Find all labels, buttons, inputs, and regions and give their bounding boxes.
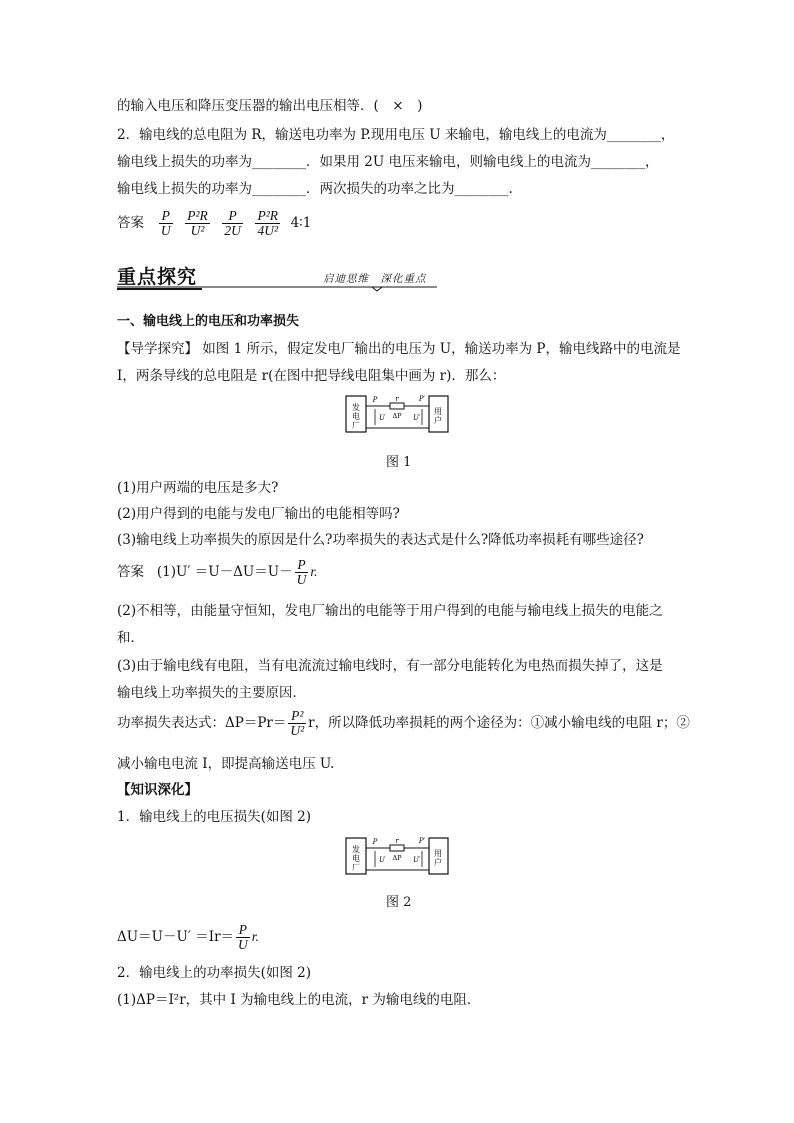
answer-2-part-2-line-1: (2)不相等，由能量守恒知，发电厂输出的电能等于用户得到的电能与输电线上损失的电能之	[117, 603, 663, 619]
svg-text:ΔP: ΔP	[392, 854, 402, 862]
voltage-label: U	[379, 414, 385, 422]
answer-1	[117, 206, 311, 240]
knowledge-item-2-1: (1)ΔP＝I²r，其中 I 为输电线上的电流，r 为输电线的电阻．	[117, 992, 481, 1008]
answer-fraction-3: $\frac{P}{2U}$	[224, 208, 241, 238]
knowledge-item-1: 1．输电线上的电压损失(如图 2)	[117, 809, 312, 825]
question-2: (2)用户得到的电能与发电厂输出的电能相等吗?	[117, 506, 400, 522]
part-1-title: 一、输电线上的电压和功率损失	[117, 314, 300, 329]
svg-text:电: 电	[352, 854, 360, 863]
voltage-loss-formula: ΔU＝U－U′ ＝Ir＝ $\frac{P}{U}$ r.	[117, 922, 259, 952]
answer-2-fraction: $\frac{P}{U}$	[296, 557, 307, 587]
answer-fraction-4: $\frac{\text{P²R}}{\text{4U²}}$	[257, 208, 278, 238]
svg-text:发: 发	[352, 845, 360, 854]
svg-text:P′: P′	[418, 837, 426, 845]
answer-2-part-3-line-2: 输电线上功率损失的主要原因．	[117, 685, 306, 701]
svg-text:U′: U′	[413, 856, 421, 864]
svg-text:户: 户	[434, 416, 442, 425]
knowledge-title: 【知识深化】	[117, 782, 198, 798]
voltage-loss-fraction: $\frac{P}{U}$	[238, 922, 248, 952]
answer-label: 答案	[117, 564, 144, 580]
section-header	[117, 262, 437, 290]
resistance-label: r	[395, 395, 399, 403]
circuit-figure-2	[345, 834, 449, 878]
answer-2-part-3-line-1: (3)由于输电线有电阻，当有电流流过输电线时，有一部分电能转化为电热而损失掉了，这是	[117, 658, 663, 674]
question-3: (3)输电线上功率损失的原因是什么?功率损失的表达式是什么?降低功率损耗有哪些途径?	[117, 532, 644, 548]
answer-label: 答案	[117, 215, 144, 231]
figure-2-caption: 图 2	[386, 895, 412, 910]
figure-1-caption: 图 1	[386, 455, 412, 470]
svg-text:厂: 厂	[352, 863, 360, 872]
user-power-label: P′	[418, 395, 426, 403]
answer-2-part-3-line-4: 减小输电电流 I，即提高输送电压 U.	[117, 756, 335, 772]
svg-text:U: U	[379, 856, 385, 864]
svg-text:P: P	[372, 838, 378, 846]
user-voltage-label: U′	[413, 414, 421, 422]
answer-2-part-2-line-2: 和．	[117, 630, 144, 646]
section-underline	[117, 282, 437, 292]
question-2-line-2: 输电线上损失的功率为________．如果用 2U 电压来输电，则输电线上的电流为________，	[117, 154, 659, 170]
section-subtitle: 启迪思维 深化重点	[323, 273, 427, 285]
loss-label: ΔP	[392, 412, 402, 420]
svg-text:r: r	[395, 837, 399, 845]
guide-line-1: 【导学探究】 如图 1 所示，假定发电厂输出的电压为 U，输送功率为 P，输电线路中的电流是	[117, 341, 681, 357]
knowledge-item-2: 2．输电线上的功率损失(如图 2)	[117, 965, 312, 981]
answer-2-loss-fraction: $\frac{\text{P²}}{\text{U²}}$	[290, 708, 305, 738]
answer-2-part-3-line-3: 功率损失表达式：ΔP＝Pr＝ $\frac{\text{P²}}{\text{U²}}$ r，所以降低功率损耗的两个途径为：①减小输电线的电阻 r；②	[117, 708, 690, 738]
question-1: (1)用户两端的电压是多大?	[117, 480, 279, 496]
answer-ratio: 4∶1	[290, 215, 312, 231]
svg-text:户: 户	[434, 858, 442, 867]
power-label: P	[372, 396, 378, 404]
section-title: 重点探究	[117, 266, 198, 288]
circuit-figure-1	[345, 392, 449, 436]
user-label: 用	[434, 407, 442, 416]
answer-2-part-1: 答案 (1)U′ ＝U－ΔU＝U－ $\frac{P}{U}$ r.	[117, 557, 318, 587]
answer-fraction-2: $\frac{\text{P²R}}{\text{U²}}$	[187, 208, 208, 238]
svg-text:用: 用	[434, 849, 442, 858]
question-2-line-1: 2．输电线的总电阻为 R，输送电功率为 P.现用电压 U 来输电，输电线上的电流为________，	[117, 127, 675, 143]
svg-text:电: 电	[352, 412, 360, 421]
svg-text:厂: 厂	[352, 421, 360, 430]
guide-line-2: I，两条导线的总电阻是 r(在图中把导线电阻集中画为 r)．那么：	[117, 368, 506, 384]
prev-question-tail: 的输入电压和降压变压器的输出电压相等．( × )	[117, 98, 423, 114]
answer-fraction-1: $\frac{P}{U}$	[160, 208, 171, 238]
question-2-line-3: 输电线上损失的功率为________．两次损失的功率之比为________.	[117, 181, 513, 197]
plant-label: 发	[352, 403, 360, 412]
